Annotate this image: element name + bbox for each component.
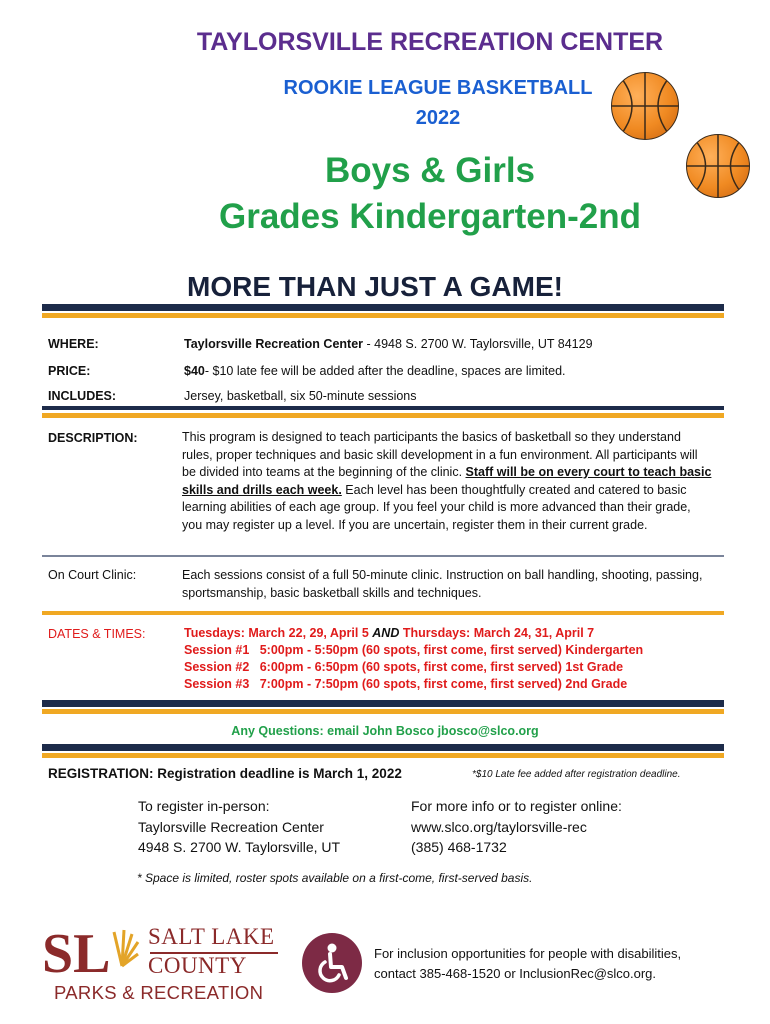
dates-thursdays: Thursdays: March 24, 31, April 7 bbox=[399, 626, 595, 640]
online-phone: (385) 468-1732 bbox=[411, 839, 507, 855]
program-year: 2022 bbox=[415, 107, 461, 129]
dates-days bbox=[184, 625, 643, 642]
session-row: Session #3 7:00pm - 7:50pm (60 spots, first come, first served) 2nd Grade bbox=[184, 677, 628, 691]
online-title: For more info or to register online: bbox=[411, 798, 622, 814]
description-highlight: Staff will be on every court to teach basic skills and drills each week. bbox=[182, 465, 712, 497]
divider-navy bbox=[42, 406, 724, 410]
session-row: Session #1 5:00pm - 5:50pm (60 spots, first come, first served) Kindergarten bbox=[184, 643, 644, 657]
late-fee-note: *$10 Late fee added after registration deadline. bbox=[472, 769, 681, 780]
description-text bbox=[182, 429, 712, 534]
parks-recreation-label: PARKS & RECREATION bbox=[54, 982, 264, 1003]
includes-value: Jersey, basketball, six 50-minute sessions bbox=[184, 389, 417, 403]
divider-navy bbox=[42, 700, 724, 707]
register-online bbox=[411, 796, 622, 858]
inclusion-line: For inclusion opportunities for people with disabilities, bbox=[374, 946, 682, 961]
description-intro: This program is designed to teach participants the basics of basketball so they understand rules, proper techniques and basic skill development in a fun environment. All participants will be divided into teams at the beginning of the clinic. bbox=[182, 430, 698, 479]
salt-lake-county-logo bbox=[42, 922, 140, 984]
dates-block bbox=[184, 625, 643, 693]
clinic-value: Each sessions consist of a full 50-minute clinic. Instruction on ball handling, shooting, passing, sportsmanship, basic basketball skills and techniques. bbox=[182, 568, 703, 600]
registration-deadline: REGISTRATION: Registration deadline is March 1, 2022 bbox=[48, 766, 402, 781]
where-value bbox=[184, 337, 593, 351]
basketball-icon bbox=[611, 72, 679, 140]
where-label: WHERE: bbox=[48, 337, 99, 351]
space-note: * Space is limited, roster spots available on a first-come, first-served basis. bbox=[137, 871, 533, 885]
divider-gold bbox=[42, 611, 724, 615]
online-url[interactable]: www.slco.org/taylorsville-rec bbox=[411, 818, 587, 835]
includes-label: INCLUDES: bbox=[48, 389, 117, 403]
divider-gold bbox=[42, 313, 724, 318]
description-label: DESCRIPTION: bbox=[48, 431, 138, 445]
inperson-venue: Taylorsville Recreation Center bbox=[138, 818, 324, 835]
price-amount: $40 bbox=[184, 364, 205, 378]
inclusion-contact: contact 385-468-1520 or InclusionRec@slco.org. bbox=[374, 966, 657, 981]
logo-wordmark bbox=[148, 925, 275, 977]
logo-salt-lake: SALT LAKE bbox=[148, 924, 275, 949]
description-rest: Each level has been thoughtfully created and catered to basic learning abilities of each age group. If you feel your child is more advanced than their grade, you may register up a level. If you are uncertain, register them in their current grade. bbox=[182, 482, 691, 532]
wheelchair-icon bbox=[302, 933, 362, 993]
questions-contact: Any Questions: email John Bosco jbosco@slco.org bbox=[231, 724, 539, 738]
where-address: - 4948 S. 2700 W. Taylorsville, UT 84129 bbox=[363, 337, 593, 351]
dates-tuesdays: Tuesdays: March 22, 29, April 5 bbox=[184, 626, 373, 640]
price-label: PRICE: bbox=[48, 364, 91, 378]
audience-heading bbox=[0, 148, 770, 240]
divider-gold bbox=[42, 753, 724, 758]
svg-text:SL: SL bbox=[42, 923, 111, 984]
dates-and: AND bbox=[372, 626, 400, 640]
divider-thin bbox=[42, 555, 724, 557]
audience-grades: Grades Kindergarten-2nd bbox=[218, 197, 642, 236]
where-venue: Taylorsville Recreation Center bbox=[184, 337, 364, 351]
divider-navy bbox=[42, 744, 724, 751]
divider-gold bbox=[42, 413, 724, 418]
dates-label: DATES & TIMES: bbox=[48, 627, 146, 641]
clinic-label: On Court Clinic: bbox=[48, 568, 137, 582]
logo-divider bbox=[150, 952, 278, 954]
divider-navy bbox=[42, 304, 724, 311]
register-in-person bbox=[138, 796, 340, 858]
audience-gender: Boys & Girls bbox=[324, 151, 536, 190]
inclusion-info bbox=[374, 944, 681, 984]
price-note: - $10 late fee will be added after the deadline, spaces are limited. bbox=[204, 364, 566, 378]
session-row: Session #2 6:00pm - 6:50pm (60 spots, first come, first served) 1st Grade bbox=[184, 660, 624, 674]
price-value bbox=[184, 364, 566, 378]
divider-gold bbox=[42, 709, 724, 714]
center-title: TAYLORSVILLE RECREATION CENTER bbox=[196, 28, 664, 56]
inperson-title: To register in-person: bbox=[138, 798, 270, 814]
program-name: ROOKIE LEAGUE BASKETBALL bbox=[283, 77, 593, 99]
tagline: MORE THAN JUST A GAME! bbox=[187, 271, 563, 302]
logo-county: COUNTY bbox=[148, 953, 247, 978]
inperson-address: 4948 S. 2700 W. Taylorsville, UT bbox=[138, 839, 341, 855]
